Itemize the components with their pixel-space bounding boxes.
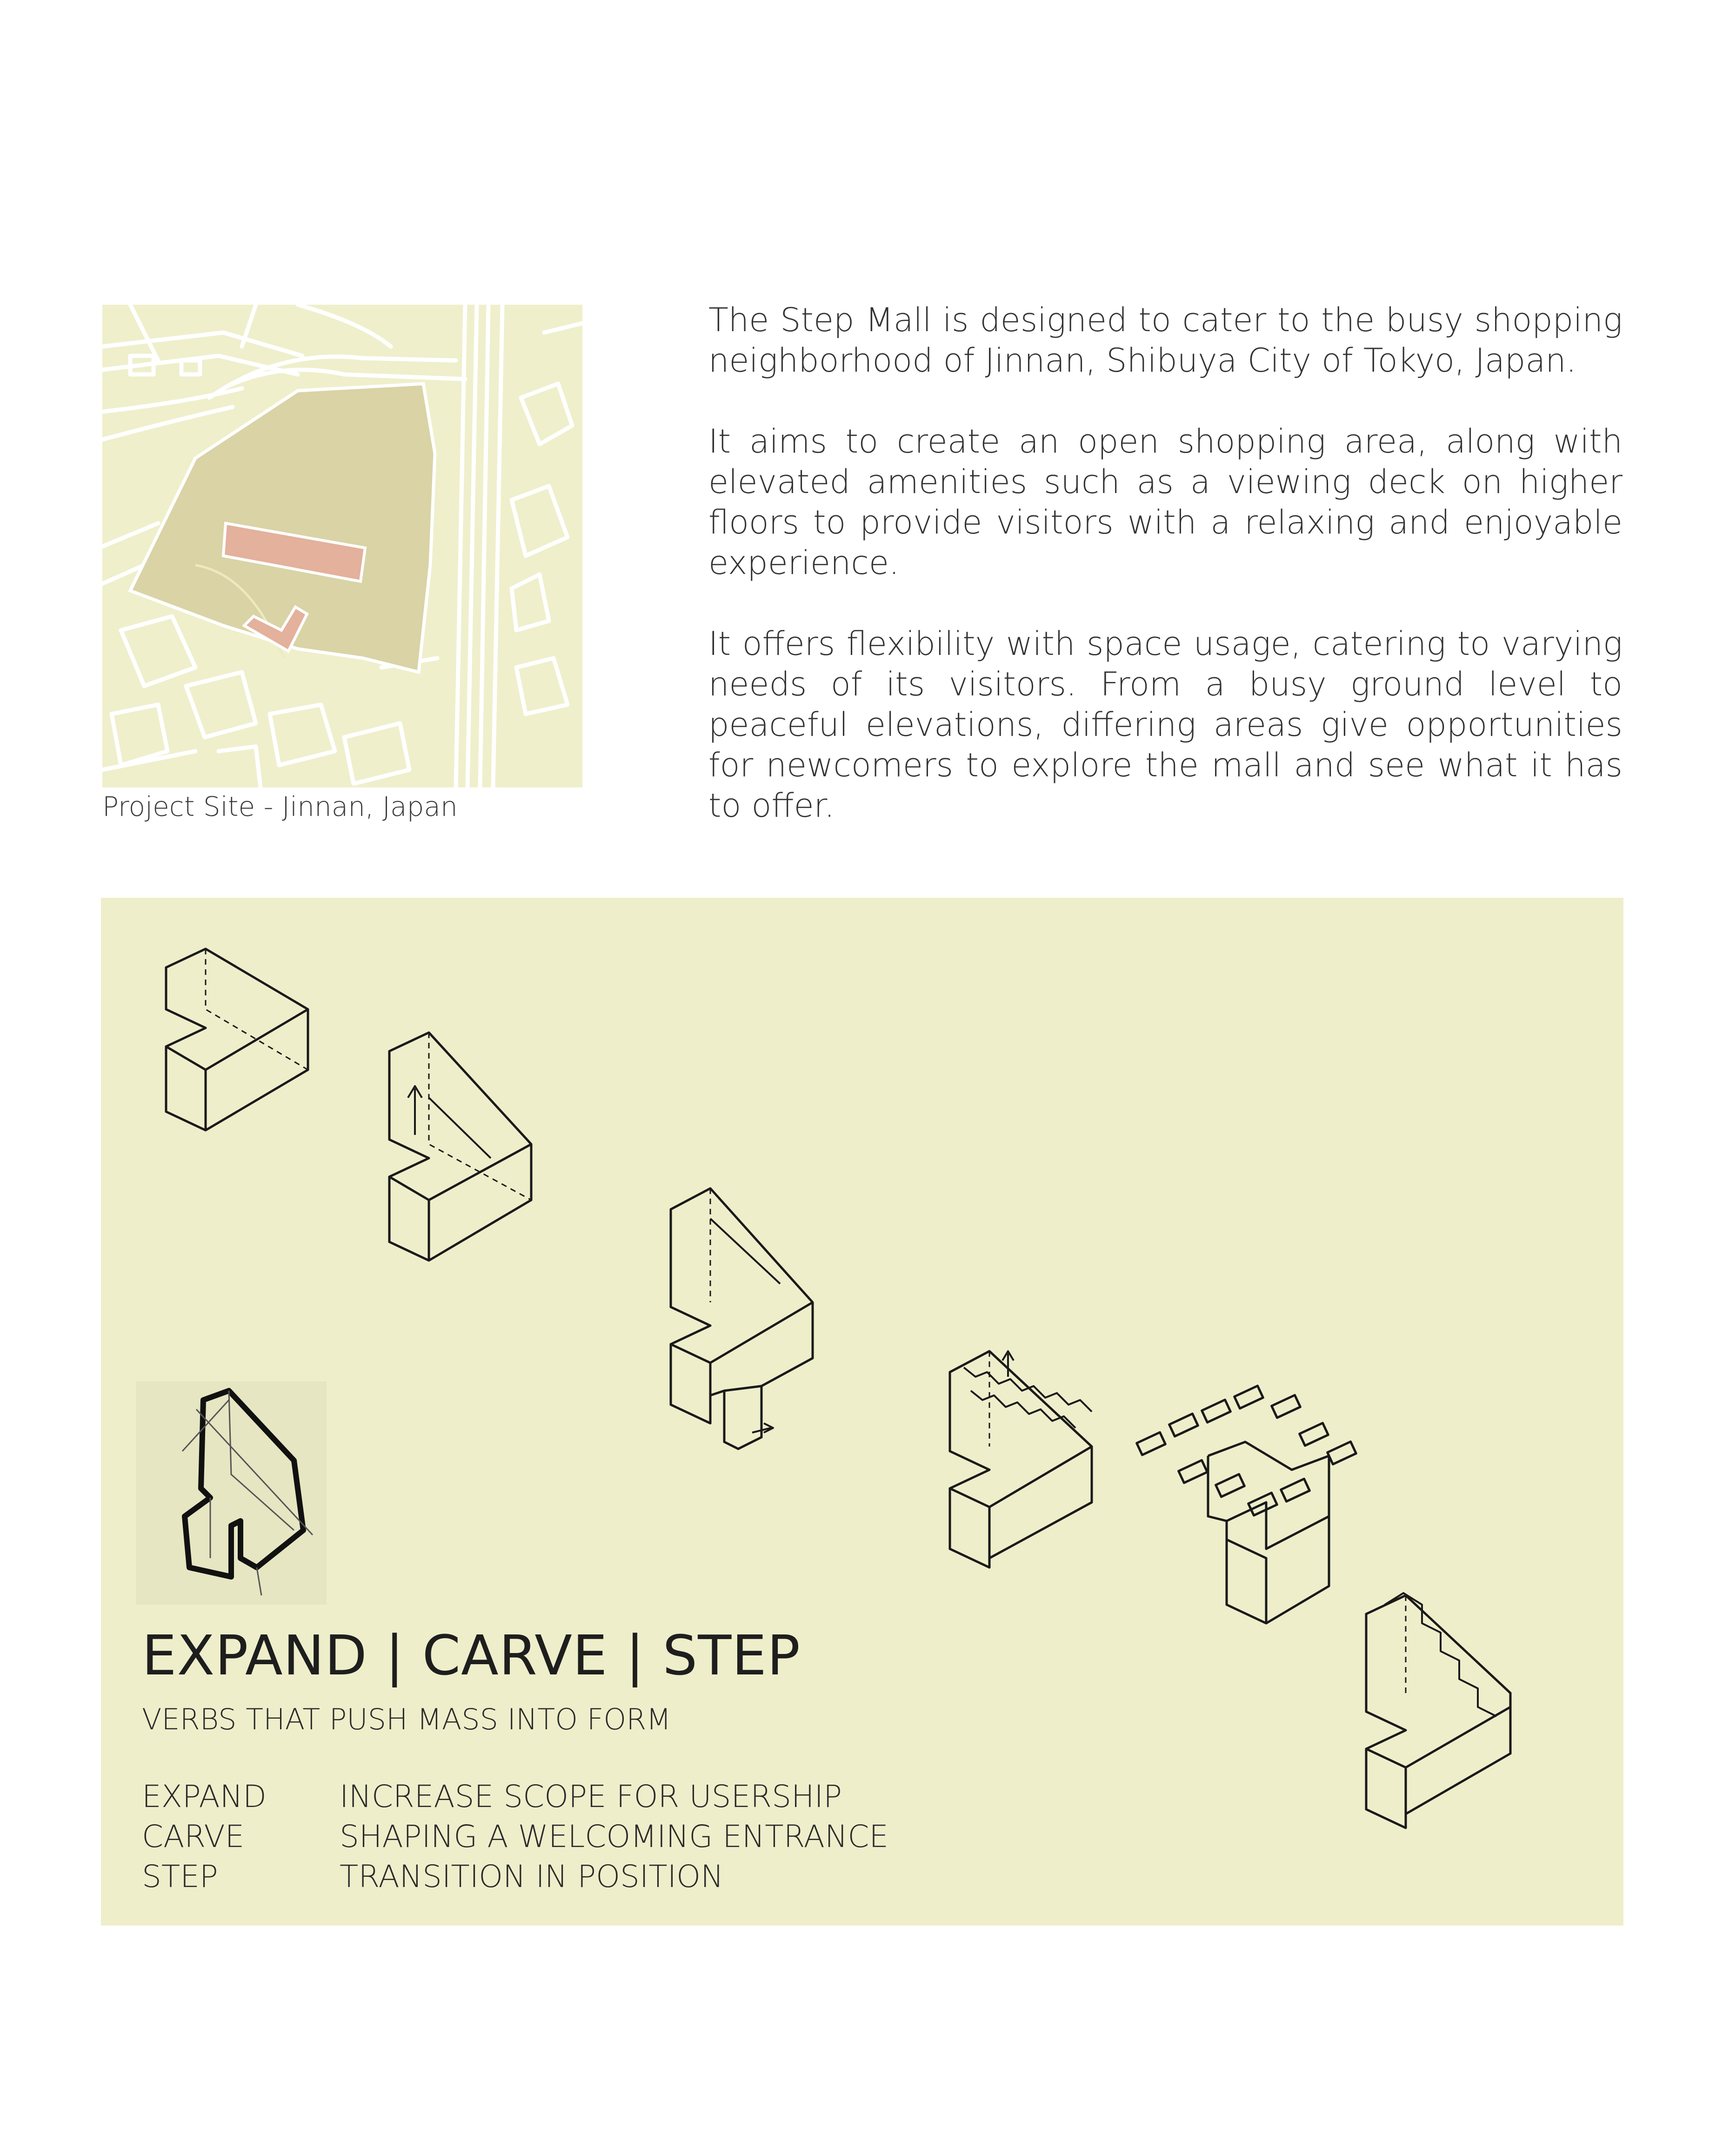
intro-paragraph: It aims to create an open shopping area, along with elevated amenities such as a viewing deck on higher floors to provide visitors with a relaxing and enjoyable experience.	[708, 422, 1622, 582]
intro-text	[708, 300, 1622, 826]
site-map	[102, 305, 582, 787]
massing-step-1	[166, 949, 308, 1130]
massing-step-5	[1137, 1386, 1356, 1623]
intro-paragraph: The Step Mall is designed to cater to the busy shopping neighborhood of Jinnan, Shibuya City of Tokyo, Japan.	[708, 301, 1622, 380]
concept-title: EXPAND | CARVE | STEP	[142, 1623, 801, 1687]
massing-diagrams	[101, 898, 1623, 1926]
verb-meaning: TRANSITION IN POSITION	[340, 1859, 724, 1894]
verb-row	[142, 1777, 888, 1817]
verb-name: EXPAND	[142, 1779, 267, 1814]
massing-step-3	[671, 1188, 813, 1449]
verb-meaning: INCREASE SCOPE FOR USERSHIP	[340, 1779, 842, 1814]
verb-row	[142, 1857, 888, 1897]
concept-sketch-drawing	[136, 1381, 327, 1605]
site-map-drawing	[102, 305, 582, 787]
massing-step-6	[1366, 1593, 1510, 1828]
map-caption: Project Site - Jinnan, Japan	[102, 791, 458, 822]
concept-subtitle: VERBS THAT PUSH MASS INTO FORM	[142, 1702, 671, 1736]
concept-sketch	[136, 1381, 327, 1605]
verb-row	[142, 1817, 888, 1857]
intro-paragraph: It offers flexibility with space usage, catering to varying needs of its visitors. From a busy ground level to peaceful elevations, differing areas give opportunities for newcomers to explore the mall and see what it has to offer.	[708, 625, 1622, 825]
verb-list	[142, 1777, 888, 1897]
massing-step-2	[389, 1033, 531, 1260]
verb-name: CARVE	[142, 1819, 245, 1854]
concept-panel	[101, 898, 1623, 1926]
massing-step-4	[950, 1351, 1092, 1567]
verb-meaning: SHAPING A WELCOMING ENTRANCE	[340, 1819, 889, 1854]
verb-name: STEP	[142, 1859, 218, 1894]
